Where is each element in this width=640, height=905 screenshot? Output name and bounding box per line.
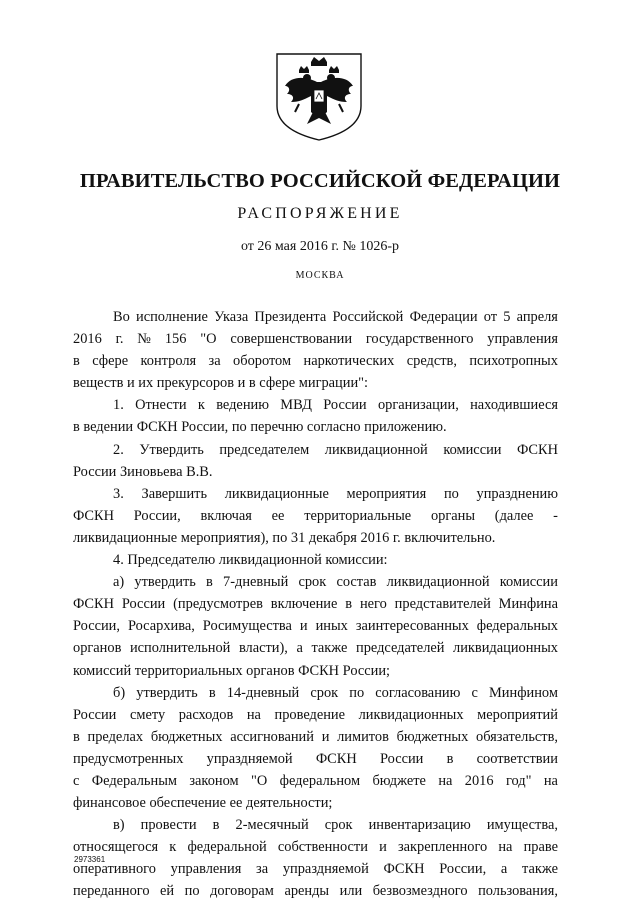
- body-word: Во: [113, 309, 130, 325]
- body-word: оперативного: [73, 861, 156, 878]
- body-word: России,: [73, 618, 120, 635]
- body-word: собственности: [277, 839, 368, 856]
- body-word: ФСКН: [73, 507, 114, 524]
- body-word: Федерации: [409, 309, 478, 325]
- body-line: [73, 416, 558, 438]
- body-word: федеральном: [279, 772, 361, 789]
- body-line: [73, 328, 558, 350]
- body-word: 3.: [113, 485, 124, 502]
- body-word: находившиеся: [470, 397, 558, 414]
- body-line: [73, 571, 558, 593]
- body-word: Президента: [254, 309, 327, 325]
- body-word: ей: [160, 883, 175, 900]
- body-word: органы: [430, 507, 476, 524]
- body-word: бюджете: [372, 772, 426, 789]
- body-line: [73, 704, 558, 726]
- body-word: утвердить: [136, 684, 198, 701]
- body-word: председателей: [356, 640, 445, 657]
- body-word: территориальные: [304, 507, 412, 524]
- body-word: имущества,: [486, 817, 558, 834]
- body-word: комиссии: [443, 441, 502, 458]
- body-word: провести: [140, 817, 197, 834]
- body-word: апреля: [516, 309, 558, 325]
- body-word: на: [246, 706, 261, 723]
- body-word: власти),: [238, 640, 288, 657]
- body-word: за: [256, 861, 269, 878]
- body-word: -: [553, 507, 558, 524]
- body-word: пользования,: [478, 883, 558, 900]
- body-word: закрепленного: [397, 839, 488, 856]
- body-word: 156: [164, 331, 187, 348]
- body-word: Отнести: [135, 397, 187, 414]
- body-word: 2.: [113, 441, 124, 458]
- body-word: безвозмездного: [372, 883, 468, 900]
- body-word: согласованию: [375, 684, 461, 701]
- body-line: [73, 836, 558, 858]
- body-word: год": [505, 772, 532, 789]
- body-line: [73, 372, 558, 394]
- body-word: ассигнований: [230, 728, 314, 745]
- body-word: на: [438, 772, 453, 789]
- body-word: (далее: [494, 507, 534, 524]
- body-word: праве: [523, 839, 558, 856]
- body-word: аренды: [284, 883, 330, 900]
- document-date-number: от 26 мая 2016 г. № 1026-р: [240, 239, 400, 254]
- body-word: 2-месячный: [235, 817, 309, 834]
- body-word: психотропных: [469, 353, 558, 370]
- body-word: с: [73, 772, 80, 789]
- body-word: ликвидационных: [358, 706, 464, 723]
- body-word: с: [471, 684, 478, 701]
- body-word: смету: [129, 706, 166, 723]
- body-word: бюджетных: [396, 728, 469, 745]
- body-line: [73, 527, 558, 549]
- body-word: или: [339, 883, 363, 900]
- body-word: России: [380, 750, 424, 767]
- body-word: в): [113, 817, 125, 834]
- body-word: Завершить: [141, 485, 208, 502]
- body-word: 2016: [73, 331, 102, 348]
- body-line: [73, 394, 558, 416]
- body-word: ФСКН: [383, 861, 425, 878]
- body-word: представителей: [394, 596, 491, 613]
- body-line: [73, 637, 558, 659]
- body-word: и: [379, 839, 387, 856]
- body-word: ликвидационной: [324, 441, 428, 458]
- body-line: [73, 660, 558, 682]
- body-word: 2016: [464, 772, 494, 789]
- body-word: комиссии: [499, 574, 558, 591]
- body-word: предусмотренных: [73, 750, 184, 767]
- body-word: бюджетных: [150, 728, 223, 745]
- body-word: срок: [324, 817, 353, 834]
- body-word: федеральной: [187, 839, 267, 856]
- body-word: Федеральным: [91, 772, 177, 789]
- body-word: федеральных: [476, 618, 558, 635]
- body-line: [73, 593, 558, 615]
- body-line-text: в ведении ФСКН России, по перечню согласно приложению.: [73, 419, 447, 436]
- body-line: [73, 505, 558, 527]
- body-word: на: [498, 839, 513, 856]
- body-word: ее: [271, 507, 285, 524]
- body-line: [73, 792, 558, 814]
- body-word: исполнение: [136, 309, 208, 325]
- body-word: в: [345, 596, 353, 613]
- body-word: а): [113, 574, 125, 591]
- body-word: в: [212, 817, 220, 834]
- body-line-text: финансовое обеспечение ее деятельности;: [73, 795, 333, 812]
- body-word: "О: [251, 772, 268, 789]
- body-word: к: [197, 397, 205, 414]
- body-line: [73, 549, 558, 571]
- body-word: России: [73, 706, 117, 723]
- body-word: исполнительной: [129, 640, 231, 657]
- body-word: лимитов: [337, 728, 389, 745]
- body-line: [73, 748, 558, 770]
- body-word: мероприятия: [346, 485, 427, 502]
- body-line: [73, 858, 558, 880]
- body-word: упразднению: [476, 485, 558, 502]
- body-word: к: [169, 839, 177, 856]
- body-word: срок: [298, 574, 327, 591]
- body-word: б): [113, 684, 126, 701]
- body-word: в: [208, 684, 216, 701]
- body-word: контроля: [140, 353, 197, 370]
- body-word: переданного: [73, 883, 150, 900]
- body-word: него: [359, 596, 387, 613]
- body-word: 1.: [113, 397, 124, 414]
- document-type: РАСПОРЯЖЕНИЕ: [237, 205, 403, 222]
- body-word: а: [296, 640, 303, 657]
- body-word: законом: [189, 772, 239, 789]
- body-word: обязательств,: [476, 728, 558, 745]
- body-word: мероприятий: [477, 706, 558, 723]
- government-title: ПРАВИТЕЛЬСТВО РОССИЙСКОЙ ФЕДЕРАЦИИ: [79, 170, 561, 192]
- document-city: МОСКВА: [295, 270, 345, 281]
- body-word: срок: [310, 684, 339, 701]
- body-word: председателем: [219, 441, 310, 458]
- body-word: и: [321, 728, 330, 745]
- body-word: утвердить: [134, 574, 196, 591]
- body-word: включение: [270, 596, 338, 613]
- body-word: а: [500, 861, 508, 878]
- body-word: оборотом: [233, 353, 292, 370]
- body-word: в: [446, 750, 454, 767]
- body-line: [73, 880, 558, 902]
- body-word: ФСКН: [315, 750, 357, 767]
- body-line-text: комиссий территориальных органов ФСКН России;: [73, 662, 391, 679]
- body-line: [73, 461, 558, 483]
- body-word: ФСКН: [73, 596, 114, 613]
- body-line-text: ликвидационные мероприятия), по 31 декабря 2016 г. включительно.: [73, 529, 496, 546]
- body-word: ликвидационных: [453, 640, 558, 657]
- document-code: 2973361: [74, 855, 106, 864]
- body-word: 7-дневный: [223, 574, 289, 591]
- body-word: Указа: [214, 309, 249, 325]
- body-word: (предусмотрев: [173, 596, 263, 613]
- body-word: государственного: [365, 331, 474, 348]
- body-word: относящегося: [73, 839, 159, 856]
- body-line: [73, 439, 558, 461]
- body-line: [73, 350, 558, 372]
- body-word: организации,: [377, 397, 459, 414]
- body-word: России,: [133, 507, 181, 524]
- body-word: проведение: [274, 706, 346, 723]
- body-word: России: [323, 397, 367, 414]
- body-word: управления: [170, 861, 242, 878]
- body-word: России: [121, 596, 166, 613]
- body-word: упраздняемой: [206, 750, 293, 767]
- body-word: за: [208, 353, 221, 370]
- body-line-text: веществ и их прекурсоров и в сфере миграции":: [73, 375, 369, 392]
- body-line: [73, 770, 558, 792]
- body-word: договорам: [210, 883, 274, 900]
- body-word: России,: [439, 861, 487, 878]
- body-word: Минфина: [498, 596, 558, 613]
- body-word: органов: [73, 640, 122, 657]
- body-word: расходов: [178, 706, 234, 723]
- body-word: "О: [200, 331, 217, 348]
- body-word: по: [349, 684, 365, 701]
- body-word: Минфином: [489, 684, 558, 701]
- body-word: совершенствовании: [230, 331, 353, 348]
- body-word: упраздняемой: [282, 861, 369, 878]
- body-word: по: [184, 883, 200, 900]
- coat-of-arms-icon: [271, 50, 367, 142]
- body-word: соответствии: [476, 750, 558, 767]
- body-line: [73, 682, 558, 704]
- body-word: ведению: [216, 397, 269, 414]
- body-word: включая: [200, 507, 252, 524]
- body-word: ликвидационной: [386, 574, 490, 591]
- body-word: также: [311, 640, 348, 657]
- body-word: Росархива,: [127, 618, 195, 635]
- body-word: наркотических: [303, 353, 395, 370]
- body-word: ликвидационные: [224, 485, 329, 502]
- body-line: [73, 814, 558, 836]
- body-word: в: [73, 728, 80, 745]
- body-line: [73, 726, 558, 748]
- body-line: [73, 306, 558, 328]
- body-word: состав: [336, 574, 377, 591]
- body-word: г.: [115, 331, 124, 348]
- body-line: [73, 615, 558, 637]
- body-word: ФСКН: [517, 441, 558, 458]
- body-word: средств,: [406, 353, 457, 370]
- body-line-text: России Зиновьева В.В.: [73, 463, 213, 480]
- body-word: 14-дневный: [226, 684, 300, 701]
- body-word: на: [543, 772, 558, 789]
- body-word: МВД: [280, 397, 312, 414]
- body-word: заинтересованных: [355, 618, 469, 635]
- body-word: 5: [503, 309, 511, 325]
- document-body: [73, 306, 558, 903]
- body-word: управления: [487, 331, 558, 348]
- body-word: также: [522, 861, 558, 878]
- body-word: по: [443, 485, 459, 502]
- body-word: Российской: [332, 309, 404, 325]
- body-word: сфере: [92, 353, 129, 370]
- body-word: в: [73, 353, 80, 370]
- body-word: Росимущества: [202, 618, 292, 635]
- body-word: инвентаризацию: [368, 817, 471, 834]
- body-word: и: [299, 618, 308, 635]
- body-word: №: [137, 331, 152, 348]
- body-line-text: 4. Председателю ликвидационной комиссии:: [113, 552, 388, 569]
- body-word: от: [483, 309, 498, 325]
- body-word: в: [206, 574, 213, 591]
- body-line: [73, 483, 558, 505]
- body-word: пределах: [87, 728, 144, 745]
- body-word: Утвердить: [139, 441, 204, 458]
- body-word: иных: [315, 618, 348, 635]
